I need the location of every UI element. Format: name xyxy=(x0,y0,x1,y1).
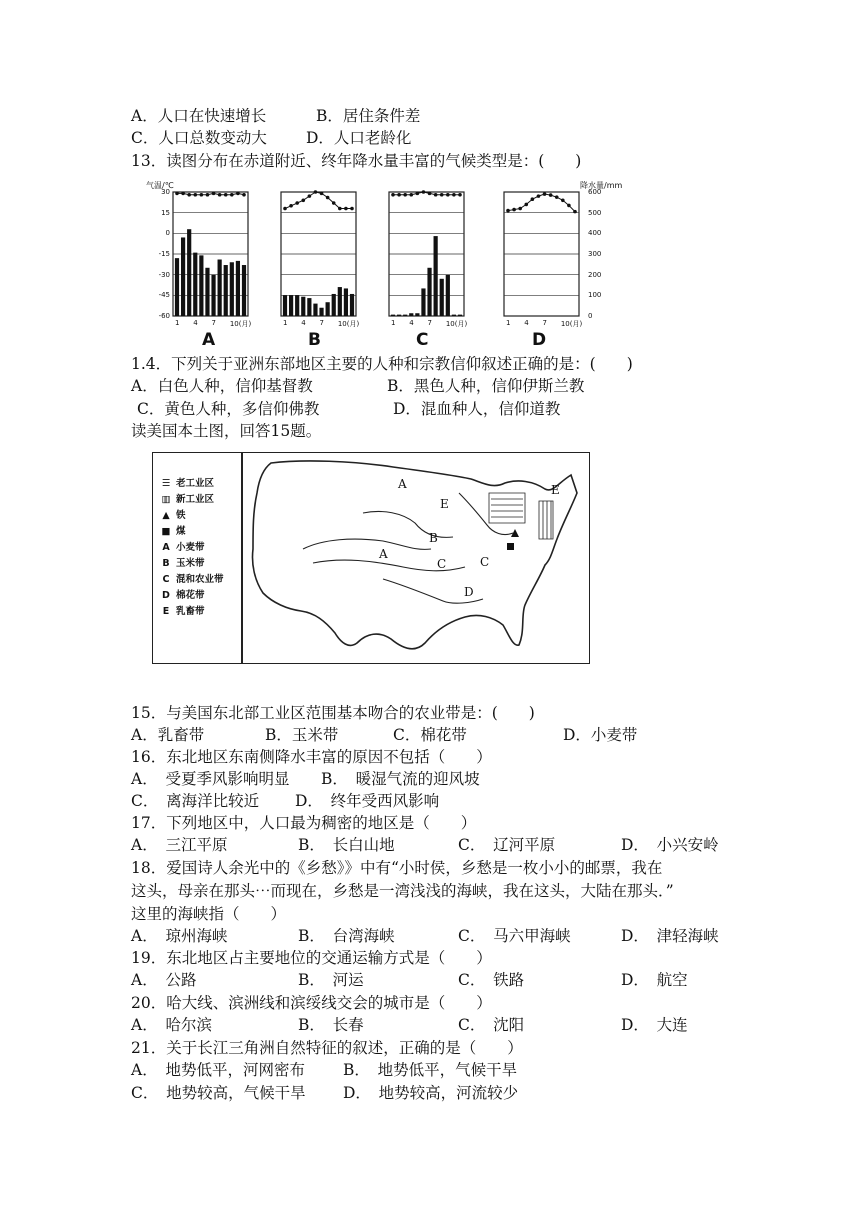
q20-option-c[interactable]: C． 沈阳 xyxy=(458,1016,525,1034)
chart-a-bar xyxy=(175,258,179,316)
chart-a-temp-point xyxy=(200,193,204,197)
triangle-icon: ▲ xyxy=(162,510,170,521)
chart-c-bar xyxy=(452,315,456,316)
q15-option-b[interactable]: B．玉米带 xyxy=(265,726,339,744)
x-tick-label: 10(月) xyxy=(560,320,583,328)
q16-row2 xyxy=(131,791,751,811)
x-tick-label: 4 xyxy=(193,319,198,327)
q19-option-a[interactable]: A． 公路 xyxy=(131,971,197,989)
y-tick-label: -15 xyxy=(158,250,170,258)
q19-options xyxy=(131,970,751,990)
chart-c-bar xyxy=(403,315,407,316)
chart-d-point xyxy=(531,197,535,201)
chart-c-temp-point xyxy=(422,190,426,194)
y-tick-label: 100 xyxy=(588,291,602,300)
x-tick-label: 4 xyxy=(301,319,306,327)
x-tick-label: 7 xyxy=(427,319,432,327)
y-tick-label: 0 xyxy=(588,312,593,320)
chart-a-bar xyxy=(242,265,246,316)
chart-b-temp-point xyxy=(332,201,336,205)
legend-label: 棉花带 xyxy=(176,590,205,601)
chart-c-bar xyxy=(434,236,438,316)
legend-label: 混和农业带 xyxy=(176,574,224,585)
chart-c-temp-point xyxy=(428,192,432,196)
chart-d-point xyxy=(524,203,528,207)
q14-option-d[interactable]: D．混血种人，信仰道教 xyxy=(393,400,561,418)
x-tick-label: 1 xyxy=(391,319,396,327)
chart-c-temp-point xyxy=(452,193,456,197)
horizontal-hatch-icon: ☰ xyxy=(161,478,171,489)
q19-option-b[interactable]: B． 河运 xyxy=(298,971,364,989)
map-region-label: A xyxy=(398,477,407,491)
q14-option-b[interactable]: B．黑色人种，信仰伊斯兰教 xyxy=(387,377,585,395)
q20-option-b[interactable]: B． 长春 xyxy=(298,1016,364,1034)
y-tick-label: 15 xyxy=(161,208,170,217)
chart-a-temp-point xyxy=(230,193,234,197)
map-region-label: D xyxy=(464,585,474,599)
map-outline xyxy=(153,453,589,663)
chart-a-temp-point xyxy=(212,192,216,196)
legend-label: 老工业区 xyxy=(176,478,215,489)
q19-option-d[interactable]: D． 航空 xyxy=(621,971,688,989)
chart-b-label: B xyxy=(308,330,321,350)
x-tick-label: 10(月) xyxy=(229,320,252,328)
chart-c-temp-point xyxy=(397,193,401,197)
map-intro: 读美国本土图，回答15题。 xyxy=(131,422,322,440)
chart-d-point xyxy=(518,207,522,211)
chart-c-temp-point xyxy=(434,193,438,197)
q21-option-c[interactable]: C． 地势较高，气候干旱 xyxy=(131,1084,306,1102)
legend-label: 小麦带 xyxy=(176,542,205,553)
q18-option-a[interactable]: A． 琼州海峡 xyxy=(131,927,228,945)
chart-c-temp-point xyxy=(391,193,395,197)
q20-option-d[interactable]: D． 大连 xyxy=(621,1016,688,1034)
chart-c-bar xyxy=(391,315,395,316)
q15-option-c[interactable]: C．棉花带 xyxy=(393,726,467,744)
chart-b-bar xyxy=(338,287,342,316)
q21-option-d[interactable]: D． 地势较高，河流较少 xyxy=(343,1084,519,1102)
square-icon: ■ xyxy=(161,526,171,537)
q21-option-b[interactable]: B． 地势低平，气候干旱 xyxy=(343,1061,518,1079)
chart-d xyxy=(504,192,579,316)
chart-c-temp-point xyxy=(416,192,420,196)
chart-a-bar xyxy=(199,255,203,316)
chart-b-temp-point xyxy=(350,207,354,211)
chart-b xyxy=(281,192,356,316)
chart-c-bar xyxy=(440,279,444,316)
chart-a-temp-point xyxy=(181,192,185,196)
y-tick-label: 300 xyxy=(588,250,602,258)
chart-b-bar xyxy=(295,295,299,316)
chart-a xyxy=(173,192,248,316)
q18-option-b[interactable]: B． 台湾海峡 xyxy=(298,927,395,945)
chart-b-temp-point xyxy=(344,207,348,211)
q16-option-a[interactable]: A． 受夏季风影响明显 xyxy=(131,770,290,788)
q12-option-b[interactable]: B．居住条件差 xyxy=(316,107,421,125)
legend-letter: B xyxy=(162,558,170,569)
chart-d-line xyxy=(508,194,575,212)
chart-b-temp-point xyxy=(320,192,324,196)
x-tick-label: 4 xyxy=(409,319,414,327)
chart-d-point xyxy=(561,198,565,202)
chart-b-bar xyxy=(289,295,293,316)
q15-options xyxy=(131,725,751,745)
chart-d-point xyxy=(567,204,571,208)
q16-option-d[interactable]: D． 终年受西风影响 xyxy=(295,792,440,810)
chart-a-bar xyxy=(205,268,209,316)
y-tick-label: -30 xyxy=(158,270,170,279)
chart-a-temp-point xyxy=(224,193,228,197)
q14-stem: 1.4．下列关于亚洲东部地区主要的人种和宗教信仰叙述正确的是：( ) xyxy=(131,355,633,373)
q21-option-a[interactable]: A． 地势低平，河网密布 xyxy=(131,1061,305,1079)
map-region-label: E xyxy=(440,497,449,511)
x-tick-label: 4 xyxy=(524,319,529,327)
x-tick-label: 1 xyxy=(506,319,511,327)
legend-letter: C xyxy=(162,574,170,585)
chart-a-temp-point xyxy=(236,192,240,196)
legend-label: 乳畜带 xyxy=(176,606,205,617)
y-tick-label: -60 xyxy=(158,312,170,320)
chart-b-bar xyxy=(307,298,311,316)
q12-option-c[interactable]: C．人口总数变动大 xyxy=(131,129,267,147)
chart-d-point xyxy=(573,210,577,214)
chart-b-bar xyxy=(344,288,348,316)
chart-c-bar xyxy=(397,315,401,316)
chart-a-temp-point xyxy=(187,193,191,197)
chart-c-temp-point xyxy=(446,193,450,197)
q21-row1 xyxy=(131,1060,751,1080)
chart-d-point xyxy=(555,195,559,199)
y-tick-label: 500 xyxy=(588,208,602,217)
chart-c xyxy=(389,192,464,316)
vertical-hatch-icon: ▥ xyxy=(161,494,171,505)
chart-d-label: D xyxy=(532,330,547,350)
chart-c-bar xyxy=(409,313,413,316)
q17-stem: 17．下列地区中，人口最为稠密的地区是（ ） xyxy=(131,814,477,832)
chart-b-temp-point xyxy=(308,194,312,198)
chart-a-label: A xyxy=(202,330,216,350)
chart-b-bar xyxy=(301,297,305,316)
chart-b-temp-point xyxy=(338,207,342,211)
q14-row2 xyxy=(131,399,751,419)
chart-c-bar xyxy=(427,268,431,316)
chart-a-bar xyxy=(211,275,215,316)
y-tick-label: -45 xyxy=(158,291,170,300)
chart-b-bar xyxy=(326,302,330,316)
q16-option-c[interactable]: C． 离海洋比较近 xyxy=(131,792,260,810)
q18-line3: 这里的海峡指（ ） xyxy=(131,905,287,923)
q14-row1 xyxy=(131,376,751,396)
q19-option-c[interactable]: C． 铁路 xyxy=(458,971,525,989)
chart-c-label: C xyxy=(416,330,429,350)
y-tick-label: 400 xyxy=(588,229,602,238)
chart-b-temp-point xyxy=(301,198,305,202)
x-tick-label: 10(月) xyxy=(445,320,468,328)
chart-c-bar xyxy=(446,275,450,316)
chart-d-point xyxy=(543,192,547,196)
x-tick-label: 7 xyxy=(319,319,324,327)
chart-d-point xyxy=(537,194,541,198)
q21-stem: 21．关于长江三角洲自然特征的叙述，正确的是（ ） xyxy=(131,1039,523,1057)
q19-stem: 19．东北地区占主要地位的交通运输方式是（ ） xyxy=(131,949,492,967)
chart-b-temp-point xyxy=(295,201,299,205)
x-tick-label: 1 xyxy=(175,319,180,327)
chart-d-svg xyxy=(504,192,579,316)
legend-letter: A xyxy=(162,542,170,553)
y-tick-label: 0 xyxy=(165,229,170,238)
chart-d-point xyxy=(506,209,510,213)
q18-line1: 18．爱国诗人余光中的《乡愁》》中有“小时侯，乡愁是一枚小小的邮票，我在 xyxy=(131,859,663,877)
q17-option-d[interactable]: D． 小兴安岭 xyxy=(621,836,719,854)
q16-option-b[interactable]: B． 暖湿气流的迎风坡 xyxy=(321,770,480,788)
q20-option-a[interactable]: A． 哈尔滨 xyxy=(131,1016,212,1034)
axis-right-label: 降水量/mm xyxy=(580,181,623,190)
chart-b-temp-point xyxy=(283,207,287,211)
q17-option-c[interactable]: C． 辽河平原 xyxy=(458,836,556,854)
q12-row1 xyxy=(131,106,751,126)
chart-b-bar xyxy=(332,294,336,316)
q12-option-d[interactable]: D．人口老龄化 xyxy=(306,129,412,147)
chart-b-svg xyxy=(281,192,356,316)
q18-options xyxy=(131,926,751,946)
x-tick-label: 7 xyxy=(542,319,547,327)
legend-letter: E xyxy=(162,606,170,617)
chart-a-temp-point xyxy=(193,193,197,197)
chart-a-temp-line xyxy=(177,193,244,194)
legend-letter: D xyxy=(162,590,170,601)
chart-b-temp-point xyxy=(289,204,293,208)
chart-a-bar xyxy=(224,265,228,316)
q17-options xyxy=(131,835,751,855)
chart-d-point xyxy=(512,208,516,212)
chart-b-temp-point xyxy=(314,190,318,194)
map-region-label: C xyxy=(480,555,490,569)
q15-option-d[interactable]: D．小麦带 xyxy=(563,726,638,744)
legend-label: 煤 xyxy=(176,526,186,537)
q16-stem: 16．东北地区东南侧降水丰富的原因不包括（ ） xyxy=(131,748,492,766)
q17-option-b[interactable]: B． 长白山地 xyxy=(298,836,395,854)
chart-a-bar xyxy=(218,260,222,316)
chart-a-temp-point xyxy=(218,193,222,197)
x-tick-label: 10(月) xyxy=(337,320,360,328)
right-y-ticks xyxy=(588,190,612,320)
q15-stem: 15．与美国东北部工业区范围基本吻合的农业带是：( ) xyxy=(131,704,535,722)
chart-b-temp-line xyxy=(285,192,352,209)
legend-label: 玉米带 xyxy=(176,558,205,569)
q21-row2 xyxy=(131,1083,751,1103)
q18-option-c[interactable]: C． 马六甲海峡 xyxy=(458,927,571,945)
map-region-label: E xyxy=(551,483,560,497)
q14-option-c[interactable]: C．黄色人种，多信仰佛教 xyxy=(137,400,320,418)
chart-c-temp-point xyxy=(403,193,407,197)
q12-option-a[interactable]: A．人口在快速增长 xyxy=(131,107,267,125)
chart-a-bar xyxy=(181,237,185,316)
chart-a-temp-point xyxy=(175,192,179,196)
chart-c-svg xyxy=(389,192,464,316)
chart-a-svg xyxy=(173,192,248,316)
q12-row2 xyxy=(131,128,751,148)
chart-c-temp-point xyxy=(440,193,444,197)
q17-option-a[interactable]: A． 三江平原 xyxy=(131,836,228,854)
x-tick-label: 1 xyxy=(283,319,288,327)
y-tick-label: 30 xyxy=(161,188,170,196)
chart-c-temp-point xyxy=(458,193,462,197)
chart-a-bar xyxy=(187,229,191,316)
q18-option-d[interactable]: D． 津轻海峡 xyxy=(621,927,719,945)
q20-options xyxy=(131,1015,751,1035)
q13-stem: 13．读图分布在赤道附近、终年降水量丰富的气候类型是：( ) xyxy=(131,152,582,170)
map-region-label: A xyxy=(379,547,388,561)
chart-c-bar xyxy=(458,315,462,316)
chart-b-bar xyxy=(313,304,317,316)
y-tick-label: 200 xyxy=(588,270,602,279)
chart-c-bar xyxy=(415,313,419,316)
chart-a-bar xyxy=(230,262,234,316)
chart-c-temp-point xyxy=(409,193,413,197)
chart-a-temp-point xyxy=(242,193,246,197)
q14-option-a[interactable]: A．白色人种，信仰基督教 xyxy=(131,377,313,395)
q20-stem: 20．哈大线、滨洲线和滨绥线交会的城市是（ ） xyxy=(131,994,492,1012)
chart-a-temp-point xyxy=(206,193,210,197)
x-tick-label: 7 xyxy=(211,319,216,327)
q16-row1 xyxy=(131,769,751,789)
q15-option-a[interactable]: A．乳畜带 xyxy=(131,726,205,744)
chart-a-bar xyxy=(193,253,197,316)
chart-b-bar xyxy=(319,308,323,316)
chart-c-bar xyxy=(421,288,425,316)
axis-left-label: 气温/℃ xyxy=(146,181,174,190)
chart-b-bar xyxy=(283,295,287,316)
chart-b-bar xyxy=(350,294,354,316)
map-region-label: C xyxy=(437,557,447,571)
left-y-ticks xyxy=(150,190,170,320)
y-tick-label: 600 xyxy=(588,188,602,196)
chart-b-temp-point xyxy=(326,196,330,200)
legend-label: 新工业区 xyxy=(176,494,215,505)
chart-a-bar xyxy=(236,261,240,316)
usa-map xyxy=(152,452,590,664)
chart-d-point xyxy=(549,193,553,197)
map-region-label: B xyxy=(429,531,438,545)
q18-line2: 这头，母亲在那头⋯而现在，乡愁是一湾浅浅的海峡，我在这头，大陆在那头．” xyxy=(131,882,674,900)
legend-label: 铁 xyxy=(176,510,186,521)
